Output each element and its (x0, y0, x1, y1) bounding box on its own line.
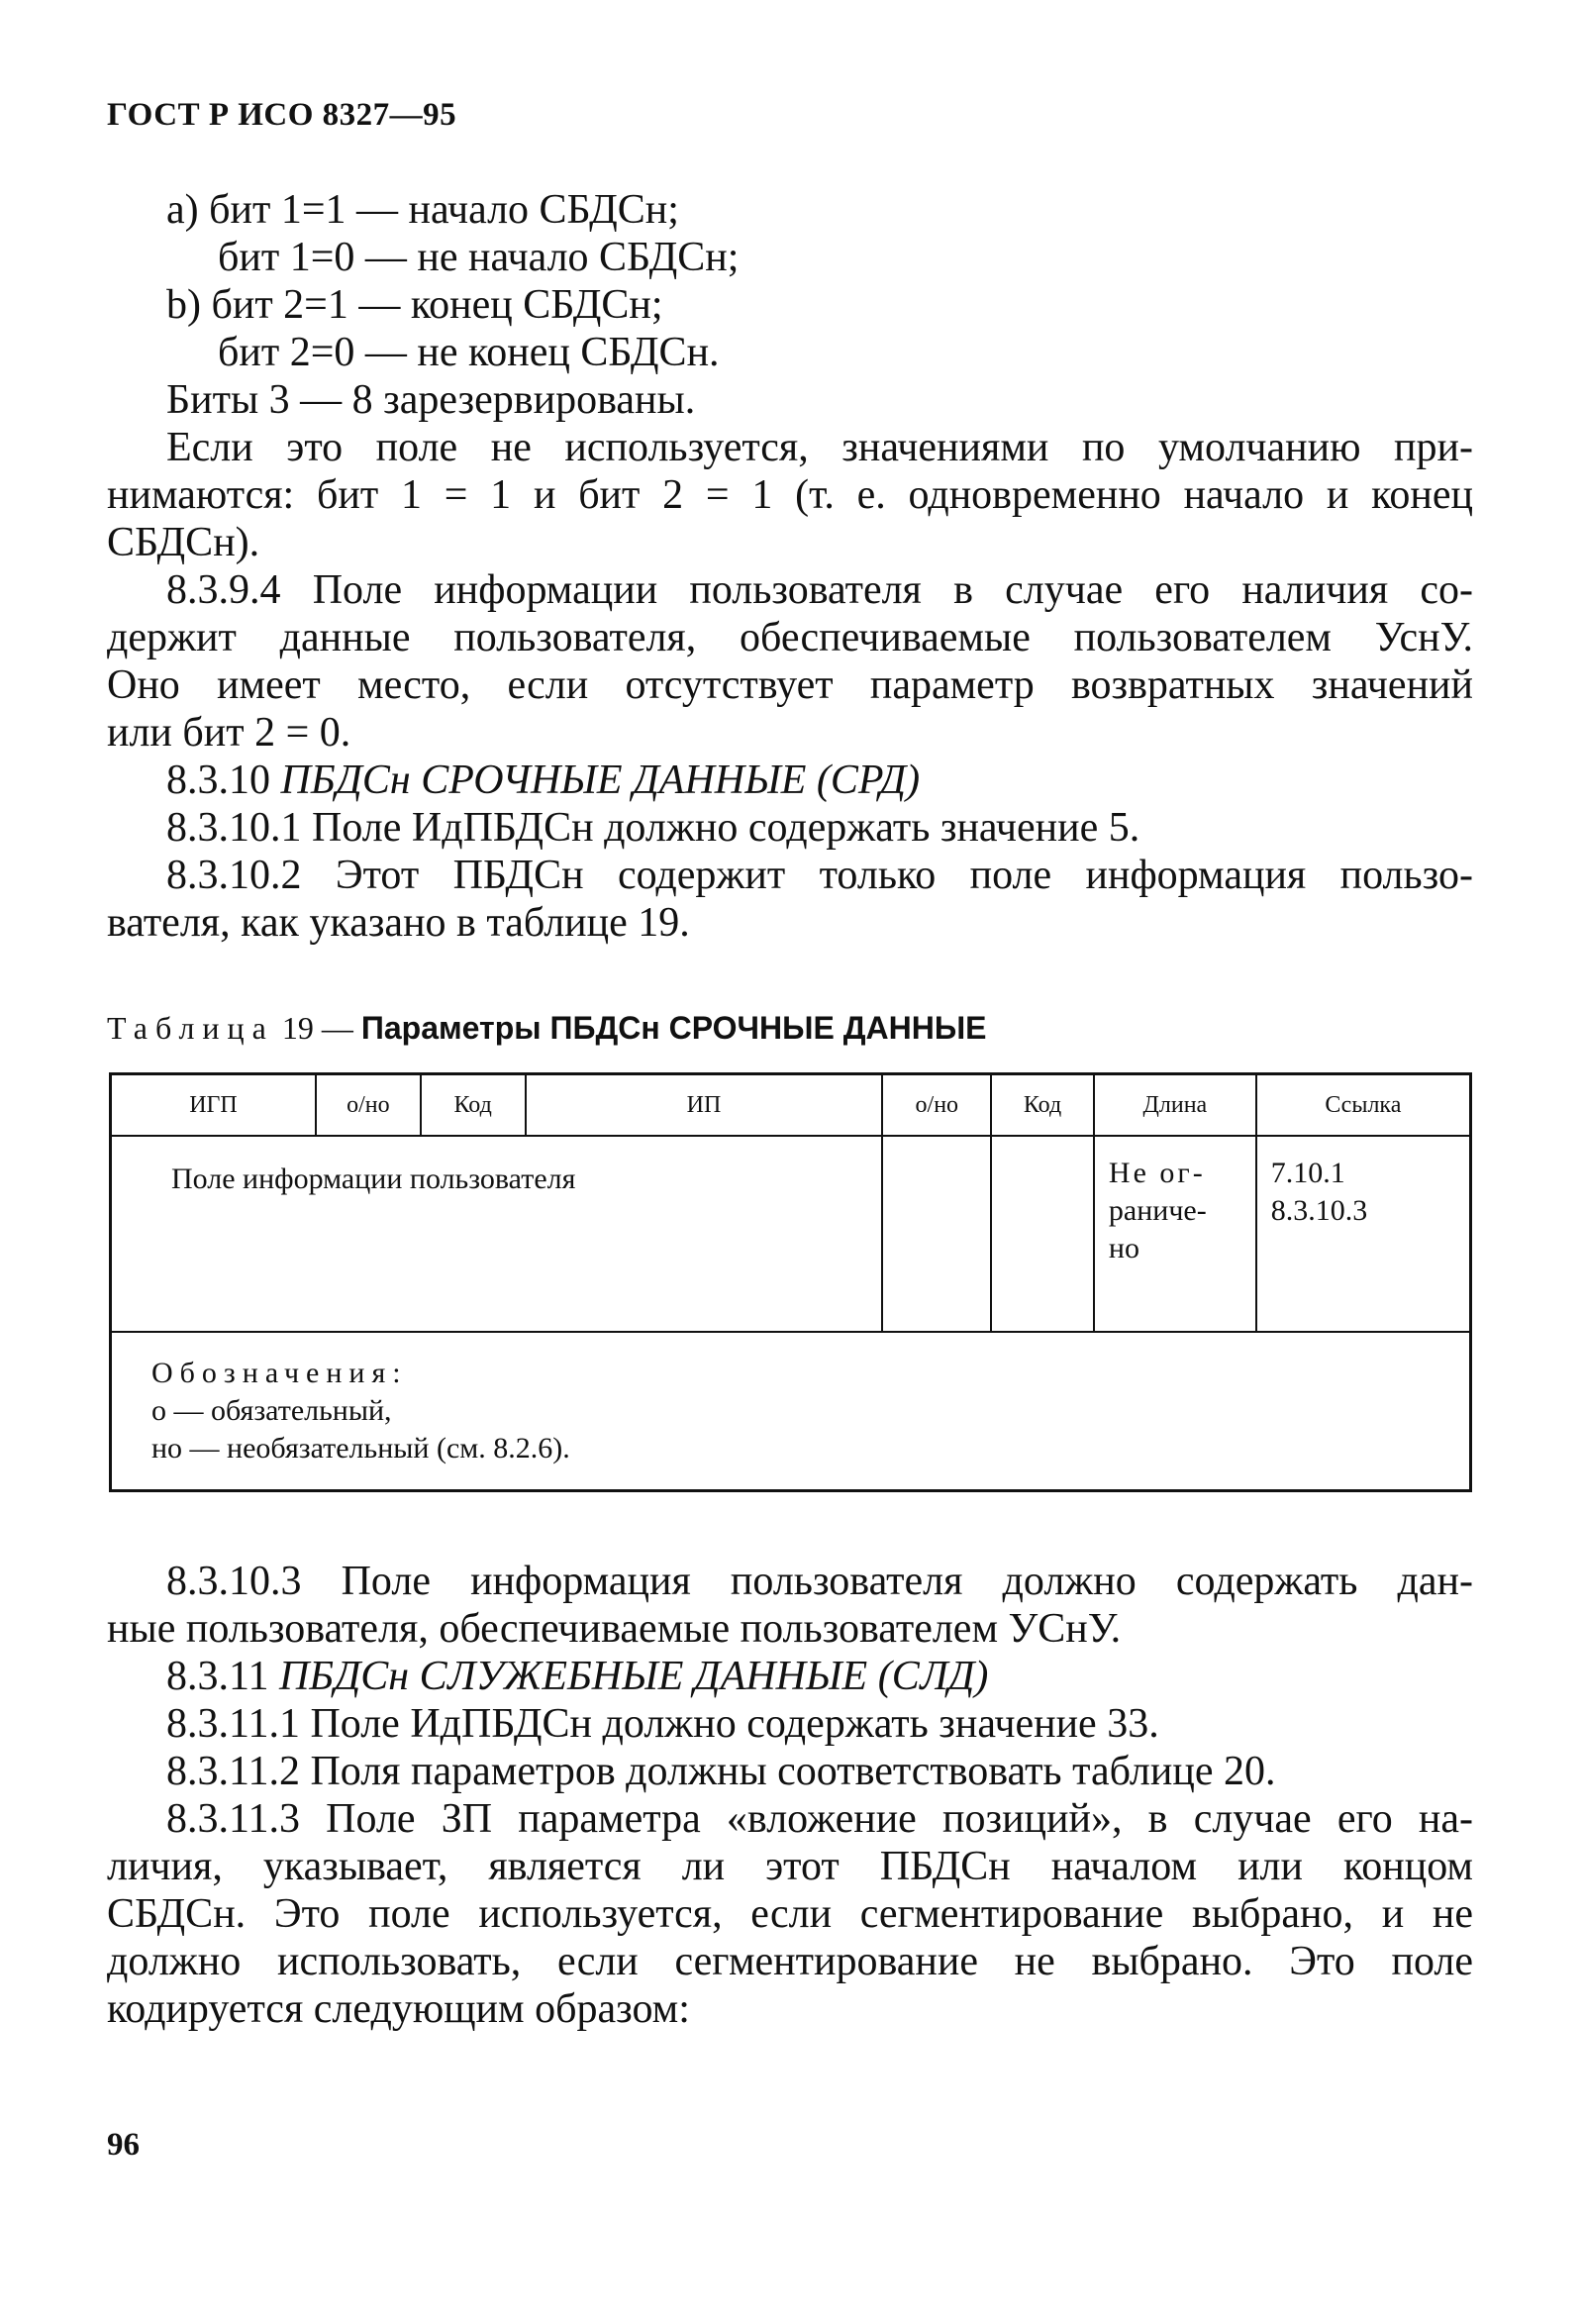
paragraph-line: 8.3.10.2 Этот ПБДСн содержит только поле информация пользо- (166, 853, 1473, 898)
field-name-cell: Поле информации пользователя (111, 1136, 883, 1332)
paragraph-line: личия, указывает, является ли этот ПБДСн началом или концом (107, 1844, 1473, 1889)
paragraph-line: СБДСн). (107, 520, 260, 565)
header-cell: Длина (1094, 1074, 1256, 1137)
paragraph-line: 8.3.11.2 Поля параметров должны соответствовать таблице 20. (166, 1749, 1276, 1794)
paragraph-line: вателя, как указано в таблице 19. (107, 900, 690, 946)
notes-cell (111, 1332, 1471, 1491)
paragraph-line: кодируется следующим образом: (107, 1986, 690, 2032)
text-block-upper (107, 186, 1473, 947)
header-cell: ИП (526, 1074, 883, 1137)
section-heading-8-3-10 (107, 757, 1473, 804)
paragraph-line: должно использовать, если сегментирование не выбрано. Это поле (107, 1939, 1473, 1984)
paragraph-line: 8.3.9.4 Поле информации пользователя в случае его наличия со- (166, 567, 1473, 613)
table-header-row (111, 1074, 1471, 1137)
header-cell: ИГП (111, 1074, 317, 1137)
empty-cell (882, 1136, 991, 1332)
paragraph-line: Оно имеет место, если отсутствует параметр возвратных значений (107, 662, 1473, 708)
paragraph-line: 8.3.11.3 Поле ЗП параметра «вложение позиций», в случае его на- (166, 1796, 1473, 1842)
list-item-a: а) бит 1=1 — начало СБДСн; (166, 187, 679, 233)
table-notes-row (111, 1332, 1471, 1491)
section-title: ПБДСн СЛУЖЕБНЫЕ ДАННЫЕ (СЛД) (278, 1654, 989, 1699)
section-number: 8.3.11 (166, 1654, 269, 1699)
table-caption-word: Таблица (107, 1010, 274, 1046)
length-line: раниче- (1108, 1194, 1207, 1227)
table-row (111, 1136, 1471, 1332)
paragraph-line: 8.3.10.1 Поле ИдПБДСн должно содержать значение 5. (166, 805, 1140, 851)
standard-header: ГОСТ Р ИСО 8327—95 (107, 97, 457, 133)
length-line: но (1108, 1232, 1139, 1264)
section-title: ПБДСн СРОЧНЫЕ ДАННЫЕ (СРД) (280, 758, 921, 803)
paragraph-line: 8.3.11.1 Поле ИдПБДСн должно содержать значение 33. (166, 1701, 1159, 1747)
paragraph-line: ные пользователя, обеспечиваемые пользователем УСнУ. (107, 1606, 1122, 1652)
paragraph-line: 8.3.10.3 Поле информация пользователя должно содержать дан- (166, 1559, 1473, 1604)
list-item-b: b) бит 2=1 — конец СБДСн; (166, 282, 663, 328)
paragraph-line: нимаются: бит 1 = 1 и бит 2 = 1 (т. е. одновременно начало и конец (107, 472, 1473, 518)
table-caption-title: Параметры ПБДСн СРОЧНЫЕ ДАННЫЕ (360, 1010, 987, 1046)
page-number: 96 (107, 2127, 140, 2163)
notes-line: но — необязательный (см. 8.2.6). (151, 1432, 570, 1465)
header-cell: Код (991, 1074, 1094, 1137)
length-cell (1094, 1136, 1256, 1332)
reference-cell (1256, 1136, 1471, 1332)
reference-line: 8.3.10.3 (1270, 1194, 1368, 1227)
paragraph-line: держит данные пользователя, обеспечиваемые пользователем УснУ. (107, 615, 1473, 660)
header-cell: о/но (316, 1074, 421, 1137)
header-cell: Ссылка (1256, 1074, 1471, 1137)
notes-title: Обозначения: (151, 1357, 408, 1389)
parameters-table (109, 1072, 1472, 1492)
reference-line: 7.10.1 (1270, 1157, 1345, 1189)
table-caption (107, 1010, 986, 1047)
length-line: Не ог- (1108, 1157, 1206, 1189)
text-block-lower (107, 1558, 1473, 2033)
section-number: 8.3.10 (166, 758, 270, 803)
paragraph-line: или бит 2 = 0. (107, 710, 351, 756)
header-cell: Код (421, 1074, 526, 1137)
section-heading-8-3-11 (107, 1653, 1473, 1700)
table-caption-number: 19 — (281, 1010, 353, 1046)
list-item-a2: бит 1=0 — не начало СБДСн; (218, 235, 740, 280)
header-cell: о/но (882, 1074, 991, 1137)
paragraph-line: СБДСн. Это поле используется, если сегментирование выбрано, и не (107, 1891, 1473, 1937)
notes-line: о — обязательный, (151, 1394, 392, 1427)
reserved-bits-line: Биты 3 — 8 зарезервированы. (166, 377, 696, 423)
empty-cell (991, 1136, 1094, 1332)
list-item-b2: бит 2=0 — не конец СБДСн. (218, 330, 720, 375)
paragraph-line: Если это поле не используется, значениями по умолчанию при- (166, 425, 1473, 470)
